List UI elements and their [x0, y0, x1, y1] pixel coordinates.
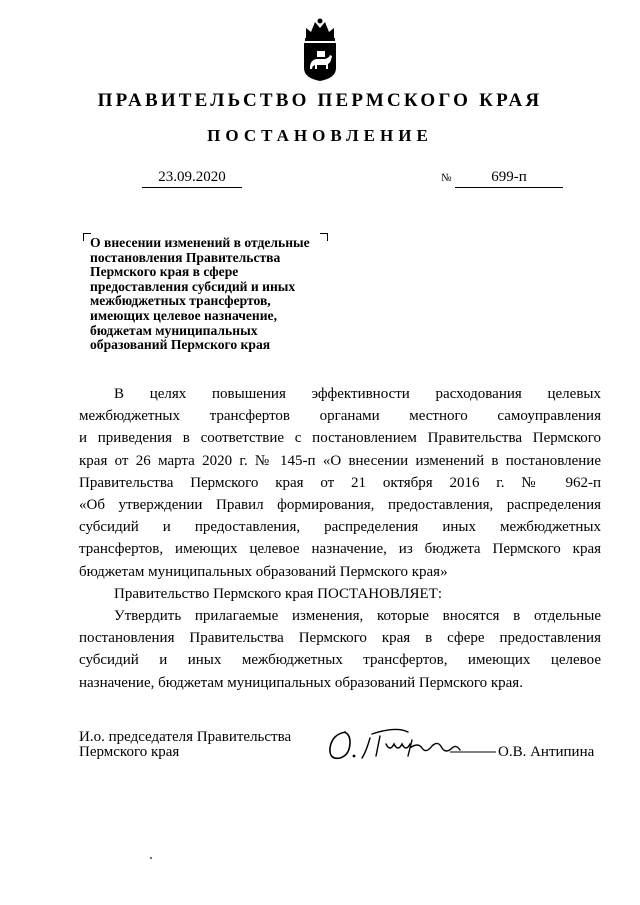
- subject-line: образований Пермского края: [90, 337, 271, 353]
- subject-line: межбюджетных трансфертов,: [90, 293, 271, 309]
- document-subject: [90, 236, 340, 353]
- signer-position-line: Пермского края: [79, 744, 180, 760]
- document-date: 23.09.2020: [142, 167, 242, 188]
- document-body: [79, 383, 601, 694]
- signer-position-line: И.о. председателя Правительства: [79, 729, 292, 745]
- subject-line: О внесении изменений в отдельные: [90, 235, 310, 250]
- body-line: субсидий и иных межбюджетных трансфертов, имеющих целевое: [79, 652, 601, 669]
- signer-position: [79, 730, 291, 760]
- scan-speck: [150, 857, 152, 859]
- document-number: 699-п: [455, 167, 563, 188]
- coat-of-arms-icon: [300, 16, 340, 82]
- subject-line: бюджетам муниципальных: [90, 322, 258, 338]
- subject-line: предоставления субсидий и иных: [90, 278, 296, 294]
- body-line: Правительства Пермского края от 21 октября 2016 г. № 962-п: [79, 474, 601, 491]
- body-line: постановления Правительства Пермского края в сфере предоставления: [79, 630, 601, 647]
- handwritten-signature: [326, 722, 496, 766]
- government-title: ПРАВИТЕЛЬСТВО ПЕРМСКОГО КРАЯ: [97, 90, 543, 111]
- body-line: В целях повышения эффективности расходования целевых: [114, 386, 601, 402]
- body-line: «Об утверждении Правил формирования, предоставления, распределения: [79, 497, 601, 514]
- body-line: и приведения в соответствие с постановлением Правительства Пермского: [79, 430, 601, 447]
- document-type: ПОСТАНОВЛЕНИЕ: [207, 126, 433, 145]
- number-sign: №: [441, 172, 452, 184]
- body-line: межбюджетных трансфертов органами местного самоуправления: [79, 408, 601, 425]
- body-line: назначение, бюджетам муниципальных образований Пермского края.: [79, 674, 523, 691]
- signer-name: О.В. Антипина: [498, 744, 595, 760]
- subject-line: Пермского края в сфере: [90, 264, 239, 280]
- body-line: бюджетам муниципальных образований Пермского края»: [79, 563, 448, 580]
- body-line: края от 26 марта 2020 г. № 145-п «О внесении изменений в постановление: [79, 452, 601, 469]
- subject-line: имеющих целевое назначение,: [90, 307, 277, 323]
- subject-line: постановления Правительства: [90, 249, 281, 265]
- body-line: трансфертов, имеющих целевое назначение, из бюджета Пермского края: [79, 541, 601, 558]
- decree-line: Правительство Пермского края ПОСТАНОВЛЯЕТ:: [114, 585, 443, 602]
- body-line: субсидий и предоставления, распределения иных межбюджетных: [79, 519, 601, 536]
- body-line: Утвердить прилагаемые изменения, которые вносятся в отдельные: [114, 608, 601, 625]
